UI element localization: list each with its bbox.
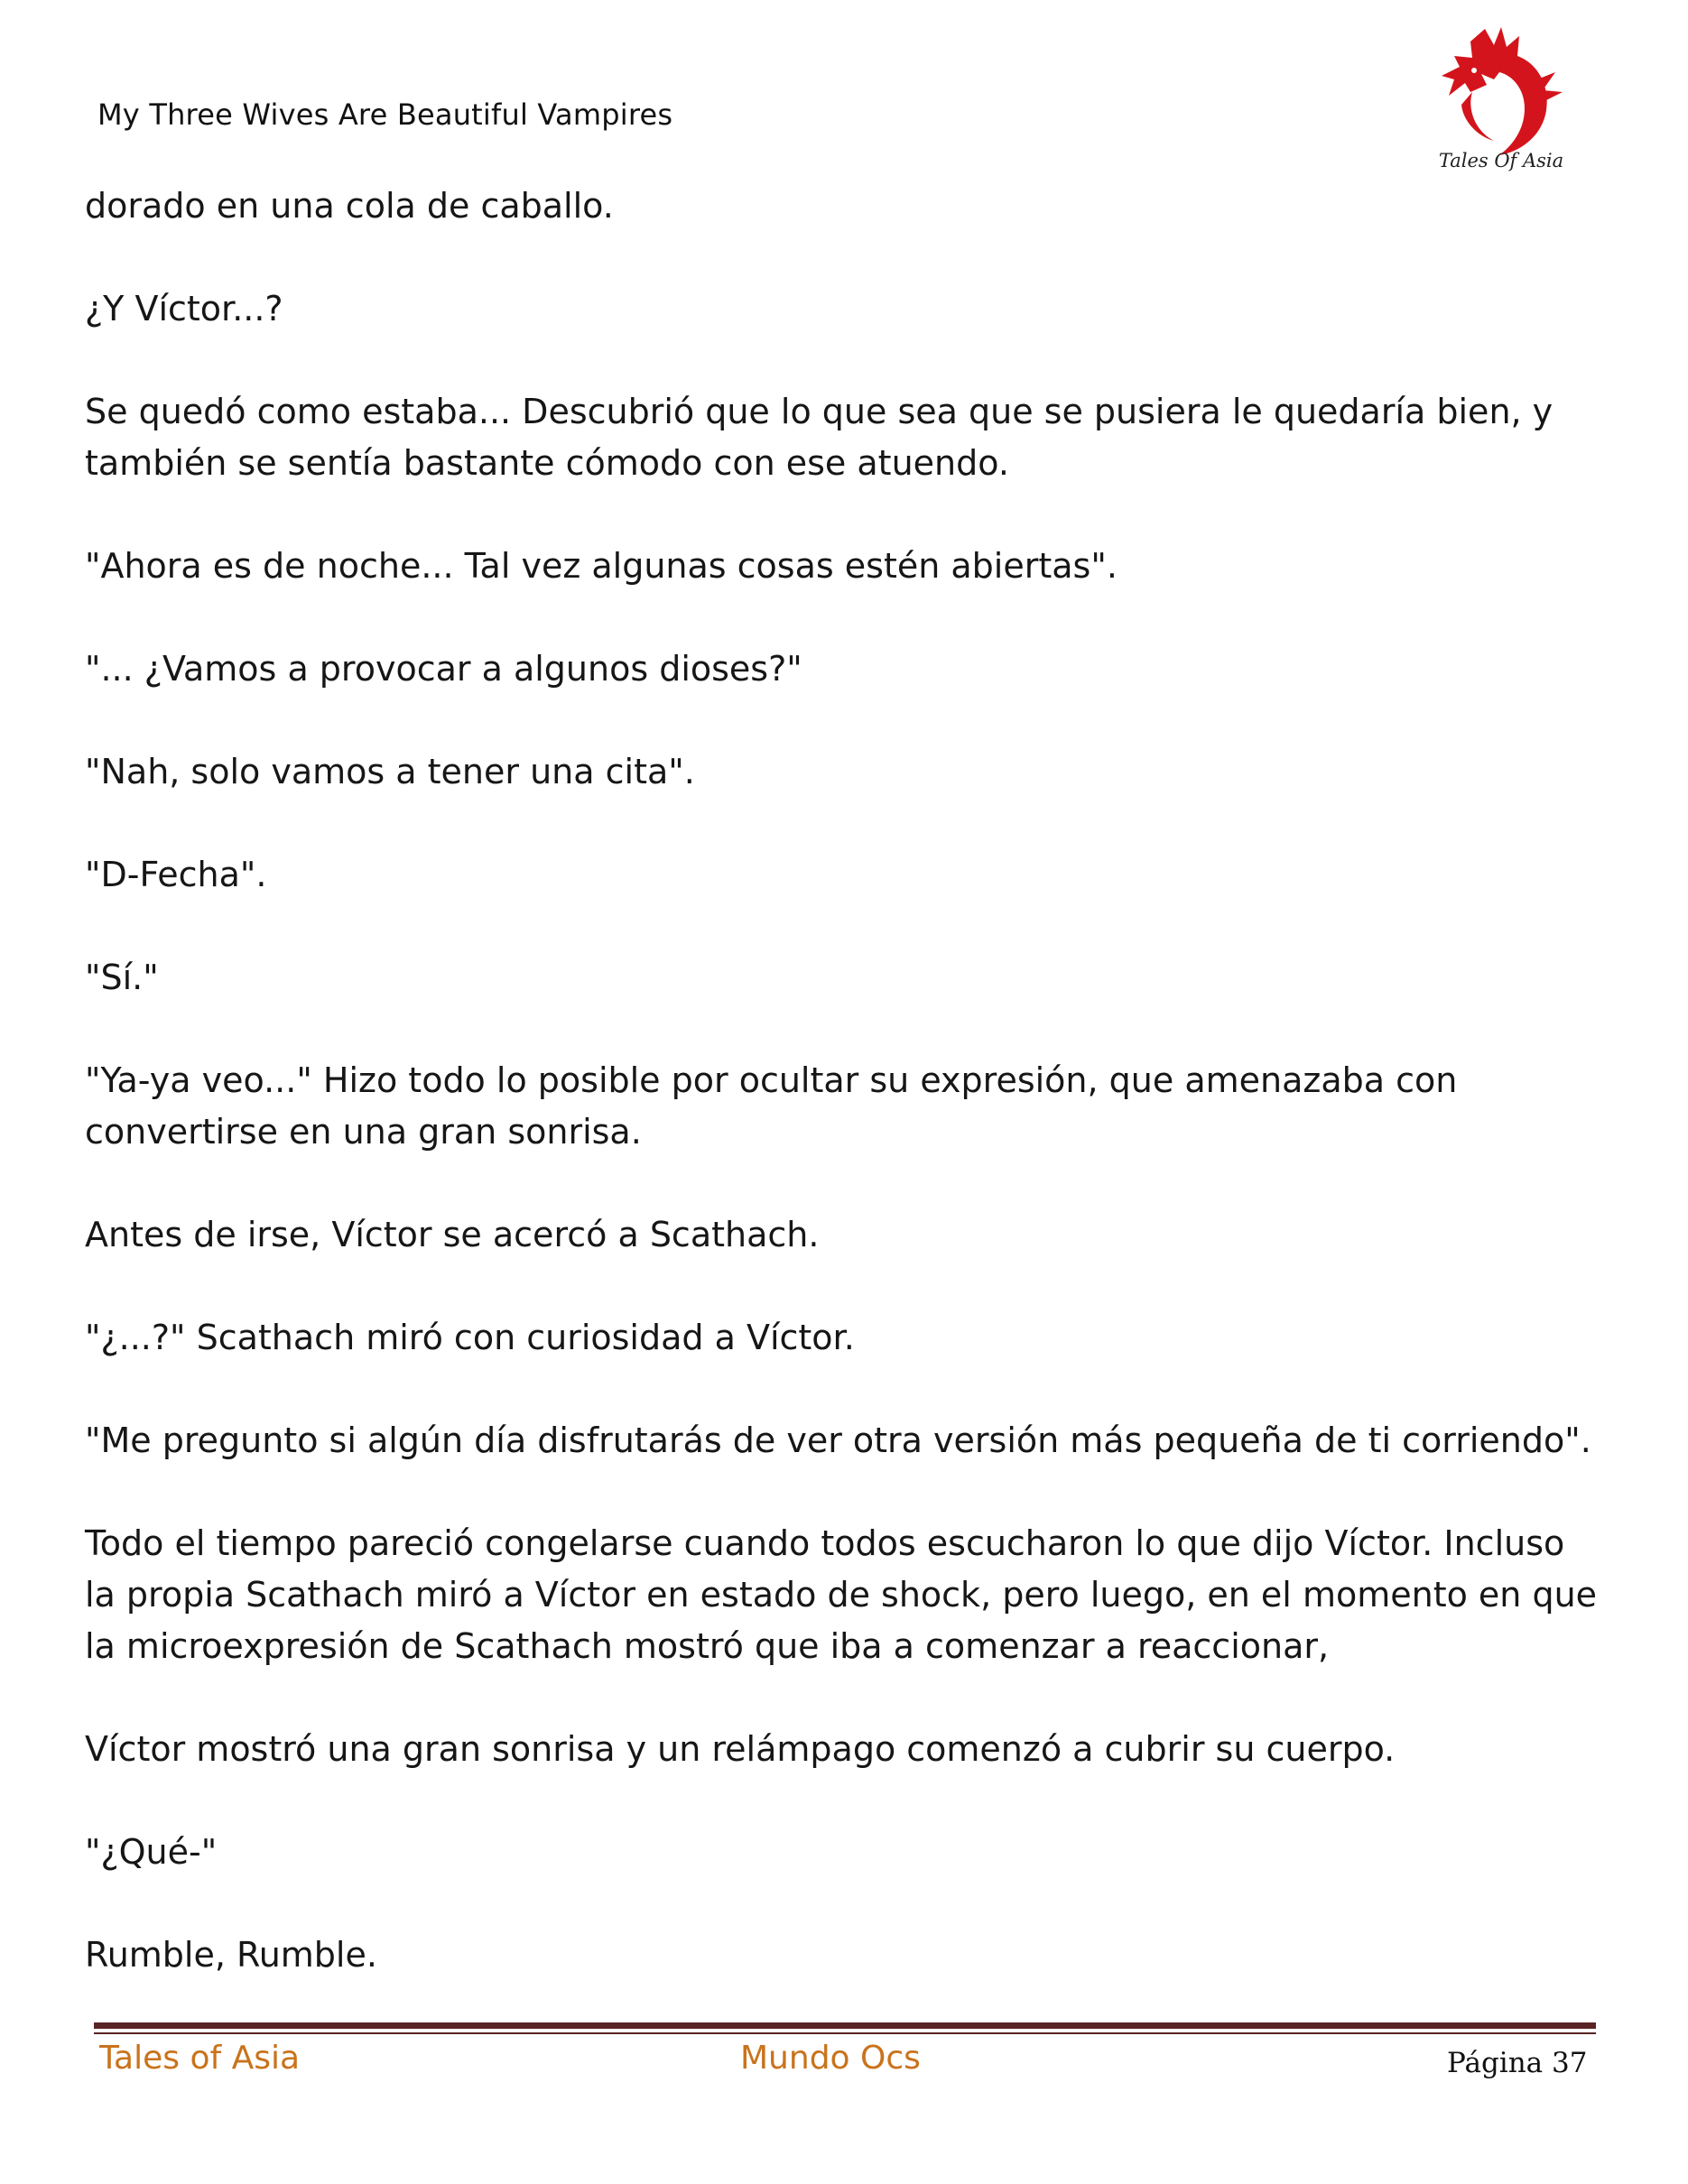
paragraph: "... ¿Vamos a provocar a algunos dioses?" xyxy=(85,649,802,689)
footer-rule-thin xyxy=(94,2032,1596,2034)
paragraph: "Me pregunto si algún día disfrutarás de ver otra versión más pequeña de ti corriendo". xyxy=(85,1421,1591,1460)
paragraph: Todo el tiempo pareció congelarse cuando todos escucharon lo que dijo Víctor. Incluso la propia Scathach miró a Víctor en estado de shock, pero luego, en el momento en que la microexpresión de Scathach mostró que iba a comenzar a reaccionar, xyxy=(85,1523,1598,1666)
paragraph: Se quedó como estaba... Descubrió que lo que sea que se pusiera le quedaría bien, y también se sentía bastante cómodo con ese atuendo. xyxy=(85,392,1554,483)
paragraph: Rumble, Rumble. xyxy=(85,1935,377,1975)
footer-rule-thick xyxy=(94,2022,1596,2029)
paragraph: "Ya-ya veo..." Hizo todo lo posible por ocultar su expresión, que amenazaba con convertirse en una gran sonrisa. xyxy=(85,1060,1458,1152)
paragraph: "¿...?" Scathach miró con curiosidad a Víctor. xyxy=(85,1318,855,1357)
footer-site-name: Tales of Asia xyxy=(99,2040,301,2077)
paragraph: "Sí." xyxy=(85,958,159,997)
paragraph: ¿Y Víctor...? xyxy=(85,289,283,329)
book-title: My Three Wives Are Beautiful Vampires xyxy=(97,97,673,132)
paragraph: "D-Fecha". xyxy=(85,855,267,894)
page-body xyxy=(85,180,1601,2032)
paragraph: "Ahora es de noche... Tal vez algunas cosas estén abiertas". xyxy=(85,546,1118,586)
paragraph: "Nah, solo vamos a tener una cita". xyxy=(85,752,695,791)
footer-section-name: Mundo Ocs xyxy=(740,2040,921,2077)
page-number: Página 37 xyxy=(1447,2047,1588,2079)
paragraph: "¿Qué-" xyxy=(85,1832,218,1872)
paragraph: Antes de irse, Víctor se acercó a Scathach. xyxy=(85,1215,820,1254)
logo-text: Tales Of Asia xyxy=(1438,150,1564,171)
paragraph: dorado en una cola de caballo. xyxy=(85,186,614,226)
paragraph: Víctor mostró una gran sonrisa y un relámpago comenzó a cubrir su cuerpo. xyxy=(85,1729,1396,1769)
